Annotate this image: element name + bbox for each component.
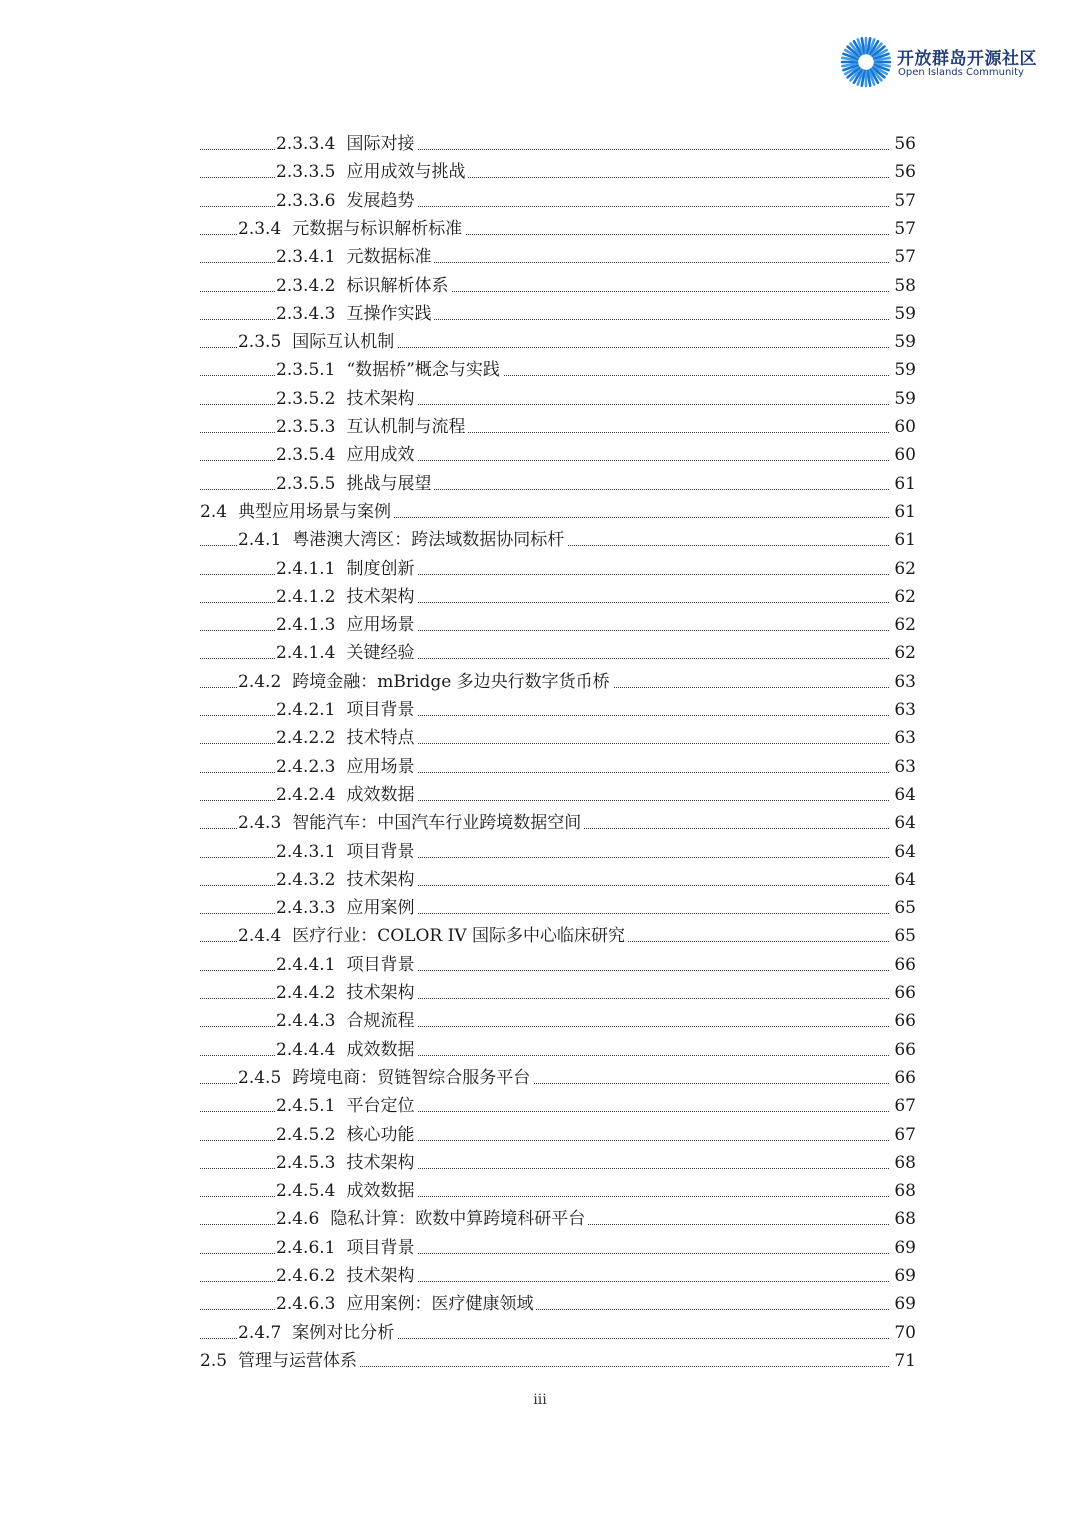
toc-entry-label: [200, 1347, 360, 1375]
toc-entry-label: [276, 753, 417, 781]
toc-entry-label: [276, 1234, 417, 1262]
toc-entry-page: 67: [890, 1092, 916, 1120]
toc-entry[interactable]: [0, 215, 1080, 243]
toc-entry-page: 61: [890, 498, 916, 526]
toc-entry[interactable]: [0, 894, 1080, 922]
toc-entry-number: 2.4.2.4: [276, 784, 336, 805]
toc-entry[interactable]: [0, 1262, 1080, 1290]
toc-entry-page: 63: [890, 724, 916, 752]
toc-entry-label: [276, 1007, 417, 1035]
toc-entry-number: 2.3.4: [238, 218, 282, 239]
toc-entry-number: 2.4.2.3: [276, 756, 336, 777]
toc-entry-label: [276, 696, 417, 724]
toc-entry[interactable]: [0, 922, 1080, 950]
toc-entry-number: 2.4.3.3: [276, 898, 336, 919]
toc-entry[interactable]: [0, 639, 1080, 667]
logo-english-name: Open Islands Community: [898, 67, 1024, 78]
toc-entry-label: [238, 1319, 397, 1347]
toc-entry-label: [276, 951, 417, 979]
toc-entry-page: 62: [890, 611, 916, 639]
toc-entry-title: 技术架构: [346, 869, 415, 890]
toc-entry-number: 2.4.2: [238, 671, 282, 692]
toc-entry-page: 63: [890, 668, 916, 696]
toc-entry-label: [276, 724, 417, 752]
toc-entry-label: [276, 838, 417, 866]
toc-entry-title: 粤港澳大湾区：跨法域数据协同标杆: [292, 530, 565, 551]
toc-entry-label: [276, 979, 417, 1007]
toc-entry[interactable]: [0, 158, 1080, 186]
toc-entry-label: [276, 583, 417, 611]
toc-entry-label: [276, 187, 417, 215]
toc-entry[interactable]: [0, 668, 1080, 696]
toc-entry-title: 医疗行业：COLOR IV 国际多中心临床研究: [292, 926, 626, 947]
toc-entry-page: 71: [890, 1347, 916, 1375]
toc-entry[interactable]: [0, 611, 1080, 639]
toc-entry-number: 2.4.5.4: [276, 1181, 336, 1202]
toc-entry-label: [276, 441, 417, 469]
toc-entry-title: 智能汽车：中国汽车行业跨境数据空间: [292, 813, 582, 834]
toc-entry-title: 核心功能: [346, 1124, 415, 1145]
toc-entry-page: 69: [890, 1290, 916, 1318]
toc-entry[interactable]: [0, 328, 1080, 356]
toc-entry-number: 2.4.4.4: [276, 1039, 336, 1060]
toc-entry-title: 隐私计算：欧数中算跨境科研平台: [330, 1209, 586, 1230]
logo-chinese-name: 开放群岛开源社区: [897, 49, 1037, 69]
toc-entry-title: 管理与运营体系: [238, 1350, 358, 1371]
toc-entry[interactable]: [0, 555, 1080, 583]
toc-entry-number: 2.3.5.3: [276, 417, 336, 437]
toc-entry-page: 63: [890, 753, 916, 781]
toc-entry-page: 60: [890, 441, 916, 469]
toc-entry-title: 技术架构: [346, 388, 415, 409]
toc-entry-title: 项目背景: [346, 700, 415, 720]
toc-entry[interactable]: [0, 1319, 1080, 1347]
toc-entry-number: 2.4.3: [238, 813, 282, 834]
toc-entry-title: 技术架构: [346, 1152, 415, 1173]
toc-entry[interactable]: [0, 187, 1080, 215]
toc-entry[interactable]: [0, 498, 1080, 526]
toc-entry-page: 59: [890, 300, 916, 328]
toc-entry-page: 66: [890, 979, 916, 1007]
header-logo: [840, 36, 1050, 88]
toc-entry-page: 56: [890, 130, 916, 158]
toc-entry[interactable]: [0, 866, 1080, 894]
toc-entry-page: 59: [890, 385, 916, 413]
toc-entry[interactable]: [0, 1092, 1080, 1120]
toc-entry-label: [276, 300, 434, 328]
toc-entry-page: 57: [890, 215, 916, 243]
toc-entry-page: 59: [890, 356, 916, 384]
toc-entry-label: [276, 781, 417, 809]
toc-entry-label: [276, 1262, 417, 1290]
toc-entry[interactable]: [0, 356, 1080, 384]
toc-entry-page: 66: [890, 951, 916, 979]
toc-entry-number: 2.4.7: [238, 1322, 282, 1343]
toc-entry[interactable]: [0, 1149, 1080, 1177]
toc-entry[interactable]: [0, 526, 1080, 554]
toc-entry-title: 项目背景: [346, 954, 415, 975]
toc-entry-title: 互认机制与流程: [346, 417, 466, 437]
toc-entry[interactable]: [0, 979, 1080, 1007]
toc-entry-page: 68: [890, 1177, 916, 1205]
toc-entry-title: 跨境金融：mBridge 多边央行数字货币桥: [292, 671, 610, 692]
toc-entry-label: [276, 1121, 417, 1149]
toc-entry-number: 2.3.4.1: [276, 247, 336, 268]
toc-entry-title: 典型应用场景与案例: [238, 501, 392, 522]
toc-entry-title: 应用案例：医疗健康领域: [346, 1294, 534, 1315]
toc-entry-number: 2.4.1.3: [276, 615, 336, 636]
toc-entry-title: 发展趋势: [346, 190, 415, 211]
toc-entry-number: 2.4.1.2: [276, 586, 336, 607]
page-number: iii: [533, 1392, 547, 1408]
toc-entry[interactable]: [0, 243, 1080, 271]
toc-entry-number: 2.4.6: [276, 1209, 320, 1230]
toc-entry-number: 2.4.2.1: [276, 700, 336, 720]
toc-entry-number: 2.4.4: [238, 926, 282, 947]
toc-entry[interactable]: [0, 300, 1080, 328]
toc-entry-number: 2.4.1: [238, 530, 282, 551]
toc-entry-page: 65: [890, 922, 916, 950]
toc-entry-title: 应用成效: [346, 445, 415, 466]
toc-entry-title: 技术架构: [346, 983, 415, 1003]
toc-entry-label: [238, 328, 397, 356]
toc-entry-label: [276, 1092, 417, 1120]
toc-entry-number: 2.3.3.6: [276, 190, 336, 211]
toc-entry-page: 63: [890, 696, 916, 724]
toc-entry-number: 2.4.6.2: [276, 1266, 336, 1286]
toc-entry-page: 61: [890, 470, 916, 498]
toc-entry-title: 应用场景: [346, 756, 415, 777]
toc-entry-number: 2.4.3.2: [276, 869, 336, 890]
toc-entry-number: 2.4.3.1: [276, 841, 336, 862]
toc-entry-number: 2.4.4.2: [276, 983, 336, 1003]
toc-entry[interactable]: [0, 441, 1080, 469]
toc-entry[interactable]: [0, 781, 1080, 809]
toc-entry-page: 64: [890, 781, 916, 809]
toc-entry-title: 应用案例: [346, 898, 415, 919]
toc-entry-title: 元数据与标识解析标准: [292, 218, 463, 239]
toc-entry[interactable]: [0, 413, 1080, 441]
toc-entry-page: 69: [890, 1262, 916, 1290]
toc-entry-number: 2.5: [200, 1350, 228, 1371]
toc-entry-label: [276, 356, 503, 384]
toc-entry-page: 66: [890, 1036, 916, 1064]
toc-entry-page: 65: [890, 894, 916, 922]
toc-entry-title: 成效数据: [346, 1039, 415, 1060]
toc-entry-number: 2.4.6.3: [276, 1294, 336, 1315]
toc-entry-page: 60: [890, 413, 916, 441]
toc-entry[interactable]: [0, 1064, 1080, 1092]
toc-entry-page: 66: [890, 1064, 916, 1092]
toc-entry-page: 61: [890, 526, 916, 554]
toc-entry-label: [238, 215, 465, 243]
toc-entry-number: 2.3.5.1: [276, 360, 336, 381]
toc-entry-title: 互操作实践: [346, 303, 432, 324]
toc-entry-title: “数据桥”概念与实践: [346, 360, 500, 381]
toc-entry-label: [276, 130, 417, 158]
toc-entry-label: [276, 1290, 536, 1318]
toc-entry[interactable]: [0, 470, 1080, 498]
toc-entry-label: [276, 894, 417, 922]
toc-entry-label: [238, 922, 628, 950]
toc-entry-label: [238, 1064, 533, 1092]
toc-entry-number: 2.4.1.4: [276, 643, 336, 664]
toc-entry-title: 应用成效与挑战: [346, 162, 466, 183]
toc-entry[interactable]: [0, 1290, 1080, 1318]
toc-entry-page: 57: [890, 243, 916, 271]
toc-entry-label: [276, 413, 468, 441]
toc-entry[interactable]: [0, 724, 1080, 752]
toc-entry-title: 成效数据: [346, 784, 415, 805]
toc-entry-number: 2.4.5.3: [276, 1152, 336, 1173]
toc-entry-number: 2.3.5.5: [276, 473, 336, 494]
toc-entry-label: [276, 1149, 417, 1177]
toc-entry-page: 62: [890, 583, 916, 611]
toc-entry[interactable]: [0, 753, 1080, 781]
toc-entry-page: 59: [890, 328, 916, 356]
toc-entry-title: 合规流程: [346, 1011, 415, 1032]
toc-entry-page: 64: [890, 866, 916, 894]
toc-entry-label: [276, 158, 468, 186]
toc-entry-number: 2.4: [200, 501, 228, 522]
toc-entry-title: 标识解析体系: [346, 275, 449, 296]
toc-entry-page: 68: [890, 1149, 916, 1177]
toc-entry-title: 制度创新: [346, 558, 415, 579]
toc-entry-label: [200, 498, 394, 526]
toc-entry-label: [276, 555, 417, 583]
toc-entry[interactable]: [0, 130, 1080, 158]
toc-entry-page: 67: [890, 1121, 916, 1149]
toc-entry-title: 国际互认机制: [292, 332, 395, 353]
toc-entry-number: 2.3.5.4: [276, 445, 336, 466]
toc-entry-number: 2.4.4.3: [276, 1011, 336, 1032]
toc-entry-page: 58: [890, 272, 916, 300]
toc-entry-title: 项目背景: [346, 841, 415, 862]
toc-entry-title: 成效数据: [346, 1181, 415, 1202]
toc-entry-number: 2.3.4.3: [276, 303, 336, 324]
toc-entry-number: 2.4.2.2: [276, 728, 336, 749]
toc-entry-page: 64: [890, 838, 916, 866]
toc-entry[interactable]: [0, 1205, 1080, 1233]
toc-entry[interactable]: [0, 583, 1080, 611]
toc-entry[interactable]: [0, 385, 1080, 413]
toc-entry[interactable]: [0, 951, 1080, 979]
toc-entry-number: 2.3.3.4: [276, 134, 336, 154]
toc-entry-page: 62: [890, 639, 916, 667]
toc-entry-title: 平台定位: [346, 1096, 415, 1117]
toc-entry-title: 跨境电商：贸链智综合服务平台: [292, 1067, 531, 1088]
toc-entry-title: 元数据标准: [346, 247, 432, 268]
toc-entry-title: 技术架构: [346, 1266, 415, 1286]
toc-entry-title: 技术架构: [346, 586, 415, 607]
toc-entry-number: 2.3.3.5: [276, 162, 336, 183]
toc-entry[interactable]: [0, 1234, 1080, 1262]
toc-entry[interactable]: [0, 272, 1080, 300]
toc-entry-label: [238, 526, 567, 554]
toc-entry-number: 2.4.5.2: [276, 1124, 336, 1145]
toc-entry-label: [238, 809, 584, 837]
toc-entry-number: 2.4.5.1: [276, 1096, 336, 1117]
toc-entry[interactable]: [0, 696, 1080, 724]
toc-entry-title: 挑战与展望: [346, 473, 432, 494]
toc-entry-label: [276, 272, 451, 300]
toc-entry[interactable]: [0, 1177, 1080, 1205]
toc-entry-number: 2.3.5.2: [276, 388, 336, 409]
toc-entry-title: 案例对比分析: [292, 1322, 395, 1343]
toc-entry-page: 68: [890, 1205, 916, 1233]
sunburst-logo-icon: [840, 36, 892, 88]
toc-entry-label: [276, 1036, 417, 1064]
toc-entry-label: [276, 385, 417, 413]
toc-entry-title: 项目背景: [346, 1237, 415, 1258]
toc-entry-title: 国际对接: [346, 134, 415, 154]
toc-entry-label: [276, 470, 434, 498]
toc-entry-page: 66: [890, 1007, 916, 1035]
toc-entry-page: 62: [890, 555, 916, 583]
toc-entry[interactable]: [0, 838, 1080, 866]
toc-entry-page: 57: [890, 187, 916, 215]
toc-entry-number: 2.4.5: [238, 1067, 282, 1088]
toc-entry-title: 关键经验: [346, 643, 415, 664]
toc-entry-page: 70: [890, 1319, 916, 1347]
toc-entry-label: [276, 866, 417, 894]
toc-entry[interactable]: [0, 1121, 1080, 1149]
toc-entry-label: [276, 639, 417, 667]
toc-entry-label: [276, 1205, 588, 1233]
toc-entry-number: 2.3.4.2: [276, 275, 336, 296]
toc-entry-number: 2.4.6.1: [276, 1237, 336, 1258]
toc-entry-label: [276, 611, 417, 639]
toc-entry-number: 2.4.1.1: [276, 558, 336, 579]
toc-entry-number: 2.4.4.1: [276, 954, 336, 975]
toc-entry-title: 技术特点: [346, 728, 415, 749]
toc-entry-label: [276, 1177, 417, 1205]
toc-entry-label: [276, 243, 434, 271]
toc-entry-page: 69: [890, 1234, 916, 1262]
toc-entry-number: 2.3.5: [238, 332, 282, 353]
toc-entry-title: 应用场景: [346, 615, 415, 636]
toc-entry-label: [238, 668, 613, 696]
toc-entry[interactable]: [0, 809, 1080, 837]
toc-entry[interactable]: [0, 1036, 1080, 1064]
toc-entry[interactable]: [0, 1347, 1080, 1375]
toc-entry-page: 56: [890, 158, 916, 186]
toc-entry-page: 64: [890, 809, 916, 837]
toc-entry[interactable]: [0, 1007, 1080, 1035]
